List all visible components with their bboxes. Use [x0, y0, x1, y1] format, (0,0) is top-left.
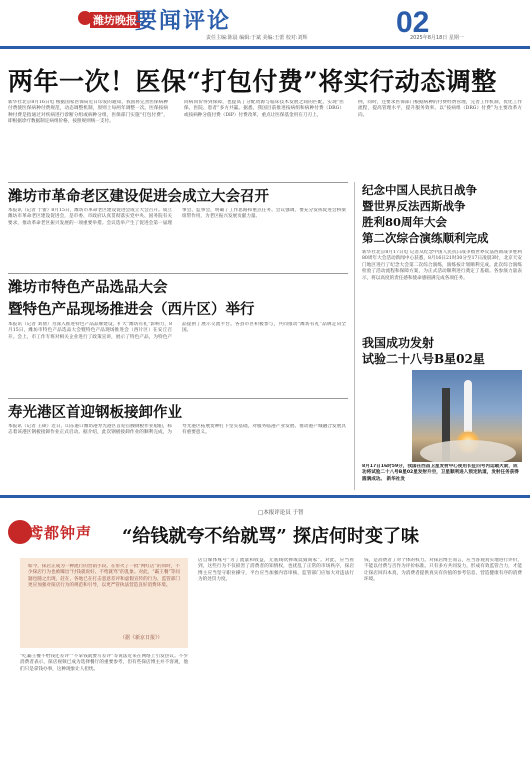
- article2-title-line2: 暨特色产品现场推进会（西片区）举行: [8, 301, 255, 318]
- logo: [78, 10, 137, 27]
- commentary-intro: 如今，探店正成为一种流行的营销手段。在带火了一批“网红店”的同时，不少探店行为也被曝出“付钱就说好、不给就骂”的乱象。对此，“霸王餐”等问题也随之出现，赶在，各地已在打击恶意差评和虚假宣传的行为，监管部门更应加强对探店行为的规范和引导，以更严管执法营造良好消费环境。: [28, 564, 180, 589]
- masthead-rule: [0, 46, 530, 49]
- section-title: 要闻评论: [135, 8, 232, 34]
- commentary-col2: 店自媒体账号“为了流量和收益，无底线吹捧或诋毁商家”。对此，应当看到，这些行为不仅损害了消费者的知情权，也扰乱了正常的市场秩序，探店博主应当坚守职业操守，平台应当加强内容审核，监管部门应加大对违法行为的处罚力度。: [198, 558, 354, 583]
- commentary-byline: □本报评论员 于智: [258, 510, 304, 516]
- right-story-title-line4: 第二次综合演练顺利完成: [362, 231, 489, 245]
- right-column-rule: [354, 182, 355, 490]
- main-headline: 两年一次！医保“打包付费”将实行动态调整: [8, 67, 497, 96]
- article1-body: 本报讯（记者 于蕾）8月15日，潍坊市革命老区建设促进会成立大会召开。成立潍坊市革命老区建设促进会，是市委、市政府认真贯彻落实党中央、国务院有关要求，推动革命老区振兴发展的一项重要举措。会议选举产生了促进会第一届理事会、监事会，明确了工作思路和重点任务。会议强调，要充分发挥促进会桥梁纽带作用，为老区振兴发展贡献力量。: [8, 208, 346, 226]
- article1-title: 潍坊市革命老区建设促进会成立大会召开: [8, 188, 269, 205]
- divider: [8, 398, 348, 399]
- article3-body: 本报讯（记者 王硕）近日，山东港口潍坊港寿光港区首迎首艘钢板作业船舶，标志着该港区钢板接卸作业正式启动。据介绍，此次钢板接卸作业的顺利完成，为寿光港区拓展货种打下坚实基础，对服务临港产业发展、推动港产城融合发展具有重要意义。: [8, 424, 346, 436]
- lead-article-col1: 新华社北京8月16日电 根据国家医保局近日印发的通知，我国将完善医保病种付费使医保病种付费规范，动态调整机制，原则上每两年调整一次。医保按病种付费是指通过对疾病进行诊断分组或病种分组，医保部门实施“打包付费”，即根据诊疗数据制定病组价格，按照规则统一支付。: [8, 100, 168, 125]
- commentary-top-rule: [0, 495, 530, 498]
- masthead: [0, 0, 530, 50]
- divider: [8, 182, 348, 183]
- smoke-cloud-icon: [420, 440, 516, 462]
- rocket-launch-photo: [412, 370, 522, 462]
- article3-title: 寿光港区首迎钢板接卸作业: [8, 404, 182, 421]
- right-story-body: 新华社北京8月17日电 记者从纪念中国人民抗日战争暨世界反法西斯战争胜利80周年大会活动新闻中心获悉，8月16日21时30分至17日凌晨3时，北京天安门地区进行了纪念大会第二次综合演练，演练按计划顺利完成。此次综合演练检验了活动流程和保障方案，为正式活动顺利进行奠定了基础。各参演力量表示，将以高度的责任感和使命感圆满完成各项任务。: [362, 250, 522, 281]
- page-number: 02: [396, 6, 430, 39]
- column-logo: [8, 518, 108, 548]
- lead-article-col2: 同病同价得到保障，也提高了分配资源与临床技术发展之间的匹配，实现“医保、医院、患者”多方共赢。据悉，我国目前推进按病组和病种付费（DRG）或按病种分值付费（DIP）付费改革，重点让医保基金用在刀刃上。: [184, 100, 344, 118]
- logo-text: 潍坊晚报: [90, 12, 140, 28]
- rocket-icon: [464, 380, 472, 432]
- column-name: 鸢都钟声: [28, 524, 93, 542]
- article2-body: 本报讯（记者 刘倩）为深入推进特色产品品牌建设，扩大“潍坊有礼”影响力，8月15日，潍坊市特色产品选品大会暨特色产品现场推进会（西片区）在安丘召开。会上，市工作专班对相关企业进行了政策宣讲，展示了特色产品，为特色产品提供了展示交流平台。各县市区积极参与，共同推动“潍坊有礼”品牌走向全国。: [8, 322, 346, 340]
- lead-article-col3: 例，同时，还要求医保部门根据病种的付费经费管理，完善工作机制，优化工作流程，提高管理水平，提升服务效率。以“按病组（DRG）付费”为主要改革方向。: [358, 100, 522, 118]
- right-story-title-line3: 胜利80周年大会: [362, 215, 448, 229]
- divider: [8, 273, 348, 274]
- commentary-intro-box: [20, 558, 188, 648]
- photo-caption: 8月17日16时59分，我国在西昌卫星发射中心使用长征四号丙运载火箭，成功将试验二十八号B星02星发射升空，卫星顺利进入预定轨道，发射任务获得圆满成功。 新华社发: [362, 464, 519, 482]
- satellite-title-line1: 我国成功发射: [362, 336, 435, 350]
- issue-date: 2025年8月18日 星期一: [410, 35, 464, 41]
- right-story-title-line2: 暨世界反法西斯战争: [362, 199, 466, 213]
- editor-info: 责任主编:陈晨 编辑:于斌 美编:王蕾 校对:刘辉: [206, 35, 308, 41]
- satellite-title-line2: 试验二十八号B星02星: [362, 352, 485, 366]
- commentary-title: “给钱就夸不给就骂” 探店何时变了味: [122, 526, 419, 547]
- commentary-col3: 钱，是消费者了对个体的权力。对探店博主而言，应当客观真实地进行评价，不能以付费与否作为评价标准。只有多方共同发力，形成有效监管合力，才能让探店回归本真，为消费者提供真实有价值的参考信息，营造健康有序的消费环境。: [364, 558, 522, 583]
- commentary-col1: “吃霸王餐不给钱还差评”“不拿钱就要写差评”等说法近来在网络上引发热议。不少消费者表示，探店视频已成为选择餐厅的重要参考，但有些探店博主并不客观，他们只是拿钱办事，这种现象让人担忧。: [20, 654, 188, 672]
- commentary-intro-source: （据《新京日报》）: [120, 635, 163, 641]
- article2-title-line1: 潍坊市特色产品选品大会: [8, 279, 168, 296]
- right-story-title-line1: 纪念中国人民抗日战争: [362, 183, 477, 197]
